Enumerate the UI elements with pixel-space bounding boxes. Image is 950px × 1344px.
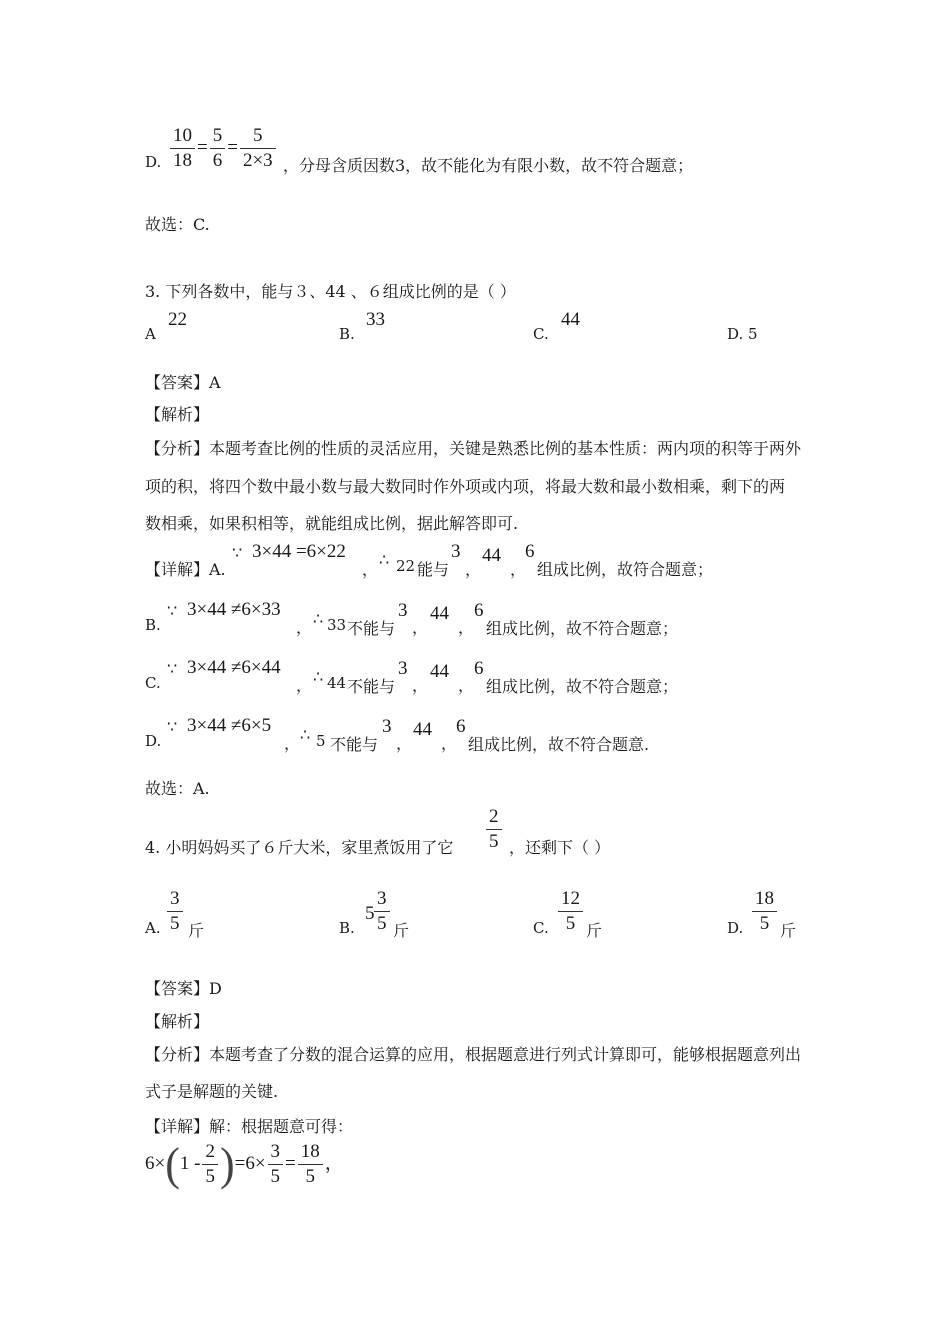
q3-detail-b-because: ∵: [167, 603, 178, 620]
q4-option-d-label: D.: [727, 919, 744, 937]
q4-option-d-unit: 斤: [780, 921, 797, 940]
q3-detail-c-therefore: ∴: [313, 669, 324, 686]
fraction: $\frac{10}{18}$: [170, 125, 195, 172]
q2-option-d-text: ，分母含质因数3，故不能化为有限小数，故不符合题意；: [283, 156, 694, 175]
q4-stem-start: 4. 小明妈妈买了６斤大米，家里煮饭用了它: [145, 838, 454, 857]
q3-detail-a-comma: ，: [362, 560, 379, 579]
q3-detail-d-sep2: ，: [441, 734, 458, 753]
q3-detail-c-n6: 6: [474, 658, 484, 679]
q2-option-d-label: D.: [145, 153, 162, 171]
q3-detail-b-sep2: ，: [458, 618, 475, 637]
q3-detail-c-expr: 3×44 ≠6×44: [187, 657, 281, 678]
q4-analysis-line1: 【分析】本题考查了分数的混合运算的应用，根据题意进行列式计算即可，能够根据题意列出: [145, 1045, 802, 1064]
q3-option-b-label: B.: [339, 325, 355, 343]
q3-detail-c-num: 44: [327, 674, 347, 692]
q3-detail-c-sep1: ，: [412, 676, 429, 695]
q3-detail-a-expr: 3×44 =6×22: [252, 541, 346, 562]
q3-detail-a-n6: 6: [525, 541, 535, 562]
q4-answer: 【答案】D: [145, 979, 222, 998]
q3-detail-c-tail: 组成比例，故不符合题意；: [486, 677, 679, 696]
q3-detail-d-label: D.: [145, 732, 162, 750]
q3-detail-d-sep1: ，: [396, 734, 413, 753]
q4-option-b-unit: 斤: [393, 921, 410, 940]
q4-option-d-fraction: $\frac{18}{5}$: [750, 888, 779, 935]
q3-option-c-label: C.: [533, 325, 549, 343]
q4-option-c-label: C.: [533, 919, 549, 937]
q3-detail-b-therefore: ∴: [313, 611, 324, 628]
q3-analysis-line2: 项的积，将四个数中最小数与最大数同时作外项或内项，将最大数和最小数相乘，剩下的两: [145, 477, 786, 496]
q3-analysis-line1: 【分析】本题考查比例的性质的灵活应用，关键是熟悉比例的基本性质：两内项的积等于两外: [145, 439, 802, 458]
q3-option-c-value: 44: [561, 309, 580, 330]
q3-detail-a-n3: 3: [451, 541, 461, 562]
q3-detail-b-num: 33: [327, 616, 347, 634]
q3-detail-a-because: ∵: [232, 545, 243, 562]
q3-detail-d-n6: 6: [456, 716, 466, 737]
q3-detail-d-num: 5: [316, 732, 326, 750]
q3-option-b-value: 33: [366, 309, 385, 330]
q3-option-a-label: A: [145, 325, 156, 343]
q3-detail-b-sep1: ，: [412, 618, 429, 637]
q3-detail-b-expr: 3×44 ≠6×33: [187, 599, 281, 620]
q3-detail-a-sep1: ，: [465, 560, 482, 579]
q3-detail-a-sep2: ，: [510, 560, 527, 579]
q3-detail-prefix: 【详解】A.: [145, 560, 226, 579]
q3-detail-d-tail: 组成比例，故不符合题意.: [468, 735, 650, 754]
q3-detail-c-sep2: ，: [458, 676, 475, 695]
q3-detail-d-because: ∵: [167, 719, 178, 736]
q4-option-a-unit: 斤: [188, 921, 205, 940]
q3-detail-d-therefore: ∴: [300, 727, 311, 744]
q3-analysis-line3: 数相乘，如果积相等，就能组成比例，据此解答即可.: [145, 514, 519, 533]
q3-detail-b-n3: 3: [398, 600, 408, 621]
q3-conclusion: 故选：A.: [145, 779, 210, 798]
q3-detail-d-comma: ，: [284, 734, 301, 753]
q4-option-b-fraction: $\frac{3}{5}$: [372, 888, 392, 935]
q3-detail-b-comma: ，: [296, 618, 313, 637]
q3-option-d-label: D. 5: [727, 325, 758, 343]
q3-option-a-value: 22: [168, 309, 187, 330]
q3-detail-b-label: B.: [145, 616, 161, 634]
q3-analysis-title: 【解析】: [145, 405, 210, 424]
q4-stem-fraction: $\frac{2}{5}$: [484, 806, 504, 853]
q3-detail-c-label: C.: [145, 674, 161, 692]
q4-option-b-label: B.: [339, 919, 355, 937]
q3-detail-a-num: 22: [396, 557, 416, 575]
q4-stem-end: ，还剩下（ ）: [509, 838, 611, 857]
q3-detail-c-n44: 44: [430, 661, 449, 682]
q3-detail-d-expr: 3×44 ≠6×5: [187, 715, 272, 736]
q4-option-b-whole: 5: [365, 903, 375, 924]
q4-option-c-unit: 斤: [586, 921, 603, 940]
q3-detail-a-tail: 组成比例，故符合题意；: [537, 560, 714, 579]
q3-detail-a-n44: 44: [482, 545, 501, 566]
q2-conclusion: 故选：C.: [145, 215, 210, 234]
fraction: $\frac{5}{2\times 3}$: [240, 125, 276, 172]
q4-detail: 【详解】解：根据题意可得：: [145, 1117, 354, 1136]
q4-analysis-line2: 式子是解题的关键.: [145, 1082, 279, 1101]
q3-detail-b-tail: 组成比例，故不符合题意；: [486, 619, 679, 638]
q4-option-a-label: A.: [145, 919, 161, 937]
fraction: $\frac{5}{6}$: [210, 125, 226, 172]
q2-option-d-equation: $\frac{10}{18}$ = $\frac{5}{6}$ = $\frac{5}{2\times 3}$: [168, 125, 278, 172]
q3-detail-d-verb: 不能与: [330, 735, 379, 754]
q3-detail-c-because: ∵: [167, 661, 178, 678]
q3-detail-b-n44: 44: [430, 603, 449, 624]
q3-detail-b-n6: 6: [474, 600, 484, 621]
q3-stem: 3. 下列各数中，能与３、44 、６组成比例的是（ ）: [145, 282, 516, 301]
q3-detail-a-therefore: ∴: [379, 552, 390, 569]
q3-detail-c-n3: 3: [398, 658, 408, 679]
q3-detail-d-n3: 3: [382, 716, 392, 737]
q4-equation: 6×(1 - $\frac{2}{5}$ )=6× $\frac{3}{5}$ = $\frac{18}{5}$ ，: [145, 1138, 344, 1190]
q4-option-c-fraction: $\frac{12}{5}$: [556, 888, 585, 935]
q3-answer: 【答案】A: [145, 373, 221, 392]
q3-detail-d-n44: 44: [413, 719, 432, 740]
q4-option-a-fraction: $\frac{3}{5}$: [165, 888, 185, 935]
q3-detail-a-verb: 能与: [417, 560, 450, 579]
q3-detail-c-verb: 不能与: [347, 677, 396, 696]
q3-detail-b-verb: 不能与: [347, 619, 396, 638]
q4-analysis-title: 【解析】: [145, 1012, 210, 1031]
q3-detail-c-comma: ，: [296, 676, 313, 695]
